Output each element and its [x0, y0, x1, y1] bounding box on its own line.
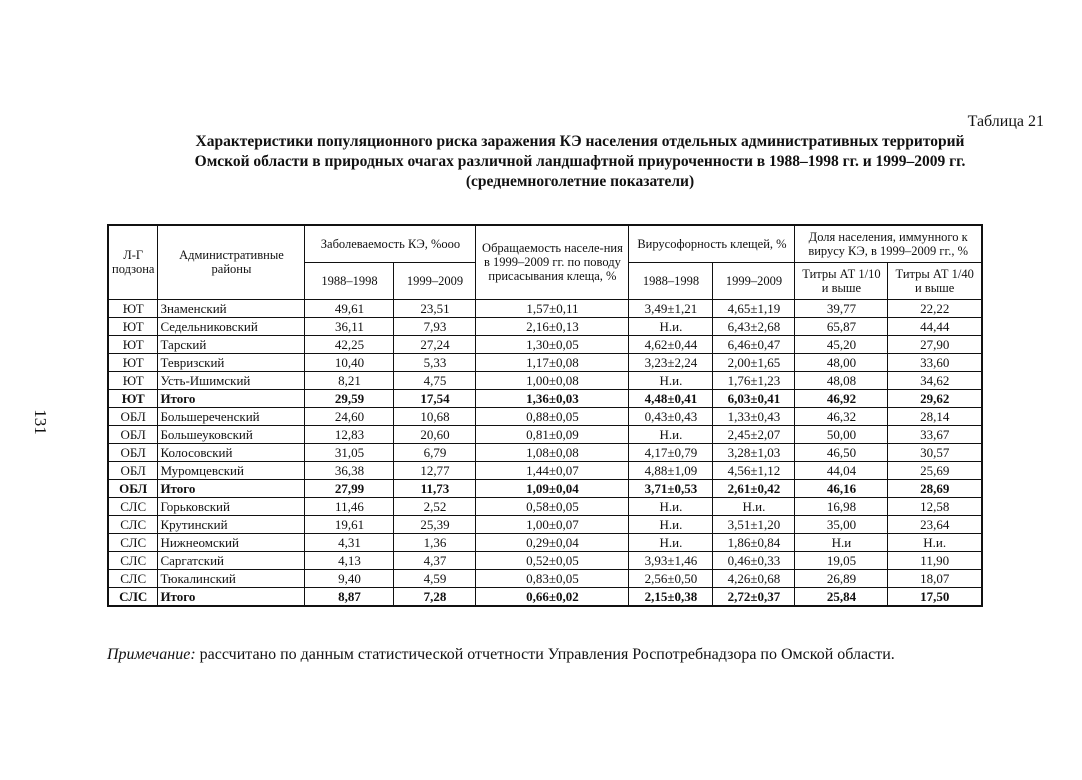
cell-immune-titer-10: 45,20	[795, 335, 888, 353]
header-district: Административные районы	[158, 225, 305, 299]
cell-zone: ЮТ	[108, 317, 158, 335]
cell-district: Саргатский	[158, 551, 305, 569]
cell-immune-titer-10: 46,92	[795, 389, 888, 407]
cell-district: Нижнеомский	[158, 533, 305, 551]
cell-immune-titer-10: 44,04	[795, 461, 888, 479]
cell-virus-1988-1998: 3,49±1,21	[629, 299, 713, 317]
cell-zone: ОБЛ	[108, 443, 158, 461]
cell-immune-titer-10: 46,50	[795, 443, 888, 461]
cell-virus-1999-2009: 4,65±1,19	[713, 299, 795, 317]
cell-appeal: 1,17±0,08	[476, 353, 629, 371]
cell-virus-1988-1998: 0,43±0,43	[629, 407, 713, 425]
cell-appeal: 1,30±0,05	[476, 335, 629, 353]
header-immune: Доля населения, иммунного к вирусу КЭ, в 1999–2009 гг., %	[795, 225, 982, 262]
cell-virus-1999-2009: Н.и.	[713, 497, 795, 515]
cell-incidence-1988-1998: 24,60	[305, 407, 394, 425]
cell-immune-titer-10: Н.и	[795, 533, 888, 551]
cell-incidence-1988-1998: 31,05	[305, 443, 394, 461]
cell-virus-1999-2009: 6,03±0,41	[713, 389, 795, 407]
cell-incidence-1999-2009: 10,68	[394, 407, 476, 425]
cell-incidence-1988-1998: 29,59	[305, 389, 394, 407]
cell-virus-1988-1998: Н.и.	[629, 497, 713, 515]
page-number: 131	[31, 409, 50, 435]
header-appeal: Обращаемость населе-ния в 1999–2009 гг. по поводу присасывания клеща, %	[476, 225, 629, 299]
cell-virus-1999-2009: 2,61±0,42	[713, 479, 795, 497]
header-incidence-period-1: 1988–1998	[305, 262, 394, 299]
cell-immune-titer-10: 39,77	[795, 299, 888, 317]
cell-zone: ЮТ	[108, 389, 158, 407]
cell-virus-1988-1998: Н.и.	[629, 425, 713, 443]
cell-immune-titer-10: 46,32	[795, 407, 888, 425]
cell-immune-titer-40: Н.и.	[888, 533, 982, 551]
table-label: Таблица 21	[967, 113, 1044, 130]
table-row	[108, 407, 982, 425]
table-row	[108, 317, 982, 335]
cell-immune-titer-40: 33,60	[888, 353, 982, 371]
table-title	[100, 132, 1060, 192]
cell-immune-titer-10: 48,08	[795, 371, 888, 389]
cell-immune-titer-10: 35,00	[795, 515, 888, 533]
cell-zone: СЛС	[108, 533, 158, 551]
header-immune-titer-1: Титры АТ 1/10 и выше	[795, 262, 888, 299]
cell-virus-1988-1998: Н.и.	[629, 533, 713, 551]
cell-appeal: 0,29±0,04	[476, 533, 629, 551]
cell-zone: СЛС	[108, 497, 158, 515]
cell-appeal: 0,66±0,02	[476, 587, 629, 606]
cell-incidence-1999-2009: 1,36	[394, 533, 476, 551]
cell-appeal: 2,16±0,13	[476, 317, 629, 335]
cell-immune-titer-40: 25,69	[888, 461, 982, 479]
footnote-label: Примечание:	[107, 646, 196, 663]
cell-immune-titer-40: 23,64	[888, 515, 982, 533]
cell-district: Итого	[158, 587, 305, 606]
cell-incidence-1999-2009: 4,59	[394, 569, 476, 587]
cell-appeal: 1,44±0,07	[476, 461, 629, 479]
header-virus-period-2: 1999–2009	[713, 262, 795, 299]
table-row	[108, 569, 982, 587]
cell-immune-titer-10: 50,00	[795, 425, 888, 443]
cell-virus-1988-1998: Н.и.	[629, 371, 713, 389]
table-row	[108, 533, 982, 551]
cell-appeal: 0,81±0,09	[476, 425, 629, 443]
cell-zone: СЛС	[108, 569, 158, 587]
cell-virus-1999-2009: 2,72±0,37	[713, 587, 795, 606]
cell-immune-titer-40: 12,58	[888, 497, 982, 515]
cell-zone: ЮТ	[108, 371, 158, 389]
cell-incidence-1988-1998: 11,46	[305, 497, 394, 515]
table-row	[108, 425, 982, 443]
table-row-total	[108, 587, 982, 606]
cell-virus-1999-2009: 1,33±0,43	[713, 407, 795, 425]
table-row-total	[108, 389, 982, 407]
cell-virus-1988-1998: 3,71±0,53	[629, 479, 713, 497]
cell-district: Усть-Ишимский	[158, 371, 305, 389]
table-row	[108, 461, 982, 479]
header-virus: Вирусофорность клещей, %	[629, 225, 795, 262]
table-header	[108, 225, 982, 299]
cell-incidence-1988-1998: 42,25	[305, 335, 394, 353]
cell-virus-1999-2009: 6,46±0,47	[713, 335, 795, 353]
cell-immune-titer-10: 16,98	[795, 497, 888, 515]
header-zone: Л-Г подзона	[108, 225, 158, 299]
cell-immune-titer-10: 48,00	[795, 353, 888, 371]
data-table-wrapper	[107, 224, 983, 607]
table-row	[108, 371, 982, 389]
cell-virus-1988-1998: 3,93±1,46	[629, 551, 713, 569]
cell-zone: СЛС	[108, 587, 158, 606]
cell-zone: ЮТ	[108, 353, 158, 371]
cell-immune-titer-40: 11,90	[888, 551, 982, 569]
cell-incidence-1999-2009: 2,52	[394, 497, 476, 515]
cell-immune-titer-40: 28,69	[888, 479, 982, 497]
cell-immune-titer-40: 30,57	[888, 443, 982, 461]
cell-incidence-1988-1998: 4,13	[305, 551, 394, 569]
cell-appeal: 0,83±0,05	[476, 569, 629, 587]
table-row	[108, 443, 982, 461]
cell-immune-titer-40: 29,62	[888, 389, 982, 407]
cell-virus-1988-1998: 4,88±1,09	[629, 461, 713, 479]
cell-incidence-1999-2009: 6,79	[394, 443, 476, 461]
cell-virus-1988-1998: 4,62±0,44	[629, 335, 713, 353]
cell-incidence-1999-2009: 25,39	[394, 515, 476, 533]
table-row	[108, 497, 982, 515]
cell-incidence-1999-2009: 20,60	[394, 425, 476, 443]
cell-virus-1999-2009: 1,86±0,84	[713, 533, 795, 551]
cell-incidence-1988-1998: 4,31	[305, 533, 394, 551]
cell-district: Тевризский	[158, 353, 305, 371]
cell-zone: ОБЛ	[108, 461, 158, 479]
cell-district: Седельниковский	[158, 317, 305, 335]
cell-incidence-1988-1998: 19,61	[305, 515, 394, 533]
cell-virus-1999-2009: 4,26±0,68	[713, 569, 795, 587]
cell-zone: СЛС	[108, 551, 158, 569]
cell-virus-1988-1998: Н.и.	[629, 317, 713, 335]
cell-virus-1999-2009: 2,45±2,07	[713, 425, 795, 443]
title-line-2: Омской области в природных очагах различной ландшафтной приуроченности в 1988–1998 гг. и 1999–2009 гг.	[194, 153, 966, 170]
cell-virus-1988-1998: 2,15±0,38	[629, 587, 713, 606]
cell-incidence-1999-2009: 7,93	[394, 317, 476, 335]
cell-immune-titer-10: 19,05	[795, 551, 888, 569]
cell-incidence-1988-1998: 49,61	[305, 299, 394, 317]
cell-incidence-1999-2009: 4,37	[394, 551, 476, 569]
cell-appeal: 1,09±0,04	[476, 479, 629, 497]
cell-virus-1999-2009: 0,46±0,33	[713, 551, 795, 569]
cell-incidence-1999-2009: 23,51	[394, 299, 476, 317]
footnote	[107, 646, 895, 664]
cell-zone: ОБЛ	[108, 479, 158, 497]
cell-incidence-1999-2009: 27,24	[394, 335, 476, 353]
cell-district: Большеуковский	[158, 425, 305, 443]
cell-immune-titer-10: 26,89	[795, 569, 888, 587]
cell-virus-1988-1998: 3,23±2,24	[629, 353, 713, 371]
cell-district: Горьковский	[158, 497, 305, 515]
header-incidence: Заболеваемость КЭ, %ooo	[305, 225, 476, 262]
cell-immune-titer-40: 22,22	[888, 299, 982, 317]
cell-incidence-1999-2009: 11,73	[394, 479, 476, 497]
title-line-3: (среднемноголетние показатели)	[465, 173, 695, 190]
cell-district: Тюкалинский	[158, 569, 305, 587]
cell-incidence-1999-2009: 12,77	[394, 461, 476, 479]
cell-immune-titer-40: 34,62	[888, 371, 982, 389]
cell-virus-1999-2009: 4,56±1,12	[713, 461, 795, 479]
cell-immune-titer-40: 18,07	[888, 569, 982, 587]
cell-immune-titer-10: 65,87	[795, 317, 888, 335]
cell-incidence-1988-1998: 10,40	[305, 353, 394, 371]
cell-incidence-1999-2009: 17,54	[394, 389, 476, 407]
table-row-total	[108, 479, 982, 497]
cell-incidence-1988-1998: 9,40	[305, 569, 394, 587]
cell-district: Большереченский	[158, 407, 305, 425]
cell-immune-titer-10: 46,16	[795, 479, 888, 497]
cell-zone: ЮТ	[108, 335, 158, 353]
header-immune-titer-2: Титры АТ 1/40 и выше	[888, 262, 982, 299]
cell-virus-1988-1998: 4,17±0,79	[629, 443, 713, 461]
cell-zone: ЮТ	[108, 299, 158, 317]
footnote-text: рассчитано по данным статистической отчетности Управления Роспотребнадзора по Омской области.	[195, 646, 895, 663]
cell-district: Знаменский	[158, 299, 305, 317]
cell-incidence-1988-1998: 36,38	[305, 461, 394, 479]
cell-district: Итого	[158, 389, 305, 407]
cell-appeal: 1,57±0,11	[476, 299, 629, 317]
header-incidence-period-2: 1999–2009	[394, 262, 476, 299]
cell-district: Колосовский	[158, 443, 305, 461]
cell-incidence-1999-2009: 4,75	[394, 371, 476, 389]
cell-virus-1999-2009: 3,51±1,20	[713, 515, 795, 533]
cell-incidence-1988-1998: 8,87	[305, 587, 394, 606]
table-row	[108, 353, 982, 371]
header-virus-period-1: 1988–1998	[629, 262, 713, 299]
cell-virus-1988-1998: Н.и.	[629, 515, 713, 533]
table-row	[108, 551, 982, 569]
cell-district: Муромцевский	[158, 461, 305, 479]
cell-immune-titer-40: 44,44	[888, 317, 982, 335]
cell-immune-titer-10: 25,84	[795, 587, 888, 606]
cell-immune-titer-40: 33,67	[888, 425, 982, 443]
cell-virus-1999-2009: 1,76±1,23	[713, 371, 795, 389]
cell-incidence-1988-1998: 27,99	[305, 479, 394, 497]
cell-virus-1999-2009: 2,00±1,65	[713, 353, 795, 371]
cell-district: Крутинский	[158, 515, 305, 533]
table-row	[108, 335, 982, 353]
cell-virus-1988-1998: 4,48±0,41	[629, 389, 713, 407]
cell-appeal: 0,88±0,05	[476, 407, 629, 425]
cell-appeal: 1,36±0,03	[476, 389, 629, 407]
cell-district: Тарский	[158, 335, 305, 353]
cell-appeal: 0,52±0,05	[476, 551, 629, 569]
cell-district: Итого	[158, 479, 305, 497]
title-line-1: Характеристики популяционного риска заражения КЭ населения отдельных административных территорий	[195, 133, 965, 150]
cell-virus-1999-2009: 3,28±1,03	[713, 443, 795, 461]
data-table	[107, 224, 983, 607]
table-row	[108, 515, 982, 533]
cell-zone: ОБЛ	[108, 407, 158, 425]
cell-incidence-1999-2009: 5,33	[394, 353, 476, 371]
cell-immune-titer-40: 28,14	[888, 407, 982, 425]
cell-appeal: 1,00±0,08	[476, 371, 629, 389]
cell-incidence-1988-1998: 12,83	[305, 425, 394, 443]
cell-immune-titer-40: 17,50	[888, 587, 982, 606]
cell-appeal: 1,00±0,07	[476, 515, 629, 533]
table-body	[108, 299, 982, 606]
cell-zone: СЛС	[108, 515, 158, 533]
table-row	[108, 299, 982, 317]
cell-appeal: 1,08±0,08	[476, 443, 629, 461]
cell-appeal: 0,58±0,05	[476, 497, 629, 515]
cell-zone: ОБЛ	[108, 425, 158, 443]
cell-incidence-1999-2009: 7,28	[394, 587, 476, 606]
cell-virus-1999-2009: 6,43±2,68	[713, 317, 795, 335]
cell-incidence-1988-1998: 8,21	[305, 371, 394, 389]
cell-immune-titer-40: 27,90	[888, 335, 982, 353]
cell-incidence-1988-1998: 36,11	[305, 317, 394, 335]
cell-virus-1988-1998: 2,56±0,50	[629, 569, 713, 587]
